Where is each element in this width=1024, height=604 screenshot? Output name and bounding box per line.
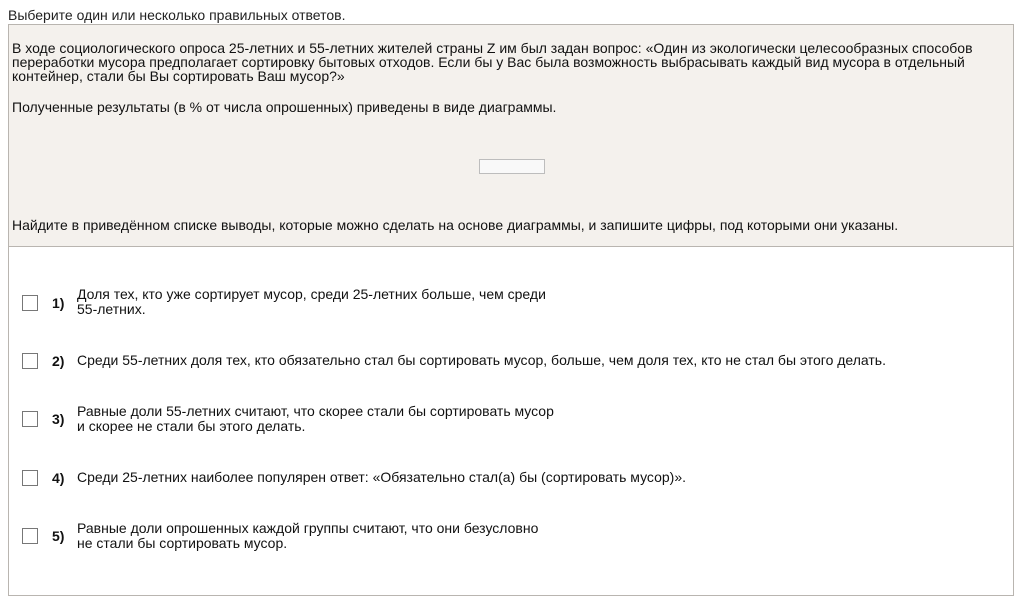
option-text: [77, 353, 977, 368]
option-text-line2: не стали бы сортировать мусор.: [77, 535, 288, 551]
option-text-line1: Равные доли опрошенных каждой группы считают, что они безусловно: [77, 520, 539, 536]
chart-image-placeholder: [479, 159, 545, 174]
option-text-line1: Равные доли 55-летних считают, что скорее стали бы сортировать мусор: [77, 403, 554, 419]
answer-option-3: [9, 403, 1009, 451]
instruction-text: Выберите один или несколько правильных ответов.: [8, 7, 346, 23]
answer-checkbox-4[interactable]: [22, 470, 38, 486]
option-text-line2: 55-летних.: [77, 301, 146, 317]
answer-option-1: [9, 286, 1009, 333]
answer-checkbox-5[interactable]: [22, 528, 38, 544]
option-text: [77, 287, 977, 317]
option-number: 3): [52, 411, 65, 427]
answers-panel: [8, 247, 1014, 596]
option-text: [77, 521, 977, 551]
answer-option-4: [9, 470, 1009, 510]
answer-checkbox-1[interactable]: [22, 295, 38, 311]
answer-checkbox-2[interactable]: [22, 353, 38, 369]
option-number: 5): [52, 528, 65, 544]
task-question: Найдите в приведённом списке выводы, которые можно сделать на основе диаграммы, и запишите цифры, под которыми они указаны.: [12, 217, 899, 233]
option-text-line2: и скорее не стали бы этого делать.: [77, 418, 306, 434]
option-text-line1: Среди 55-летних доля тех, кто обязательно стал бы сортировать мусор, больше, чем доля тех, кто не стал бы этого делать.: [77, 352, 886, 368]
task-panel: [8, 24, 1014, 247]
option-number: 4): [52, 470, 65, 486]
option-text-line1: Доля тех, кто уже сортирует мусор, среди 25-летних больше, чем среди: [77, 286, 546, 302]
answer-checkbox-3[interactable]: [22, 411, 38, 427]
answer-option-2: [9, 353, 1009, 393]
option-text-line1: Среди 25-летних наиболее популярен ответ: «Обязательно стал(а) бы (сортировать мусор)».: [77, 469, 686, 485]
option-text: [77, 404, 977, 434]
task-text: В ходе социологического опроса 25-летних и 55-летних жителей страны Z им был задан вопрос: «Один из экологически целесообразных способов переработки мусора предполагает сортировку бытовых отходов. Если бы у Вас была возможность выбрасывать каждый вид мусора в отдельный контейнер, стали бы Вы сортировать Ваш мусор?»: [12, 40, 973, 84]
option-number: 1): [52, 295, 65, 311]
answer-option-5: [9, 520, 1009, 568]
option-text: [77, 470, 977, 485]
option-number: 2): [52, 353, 65, 369]
task-note: Полученные результаты (в % от числа опрошенных) приведены в виде диаграммы.: [12, 99, 557, 115]
